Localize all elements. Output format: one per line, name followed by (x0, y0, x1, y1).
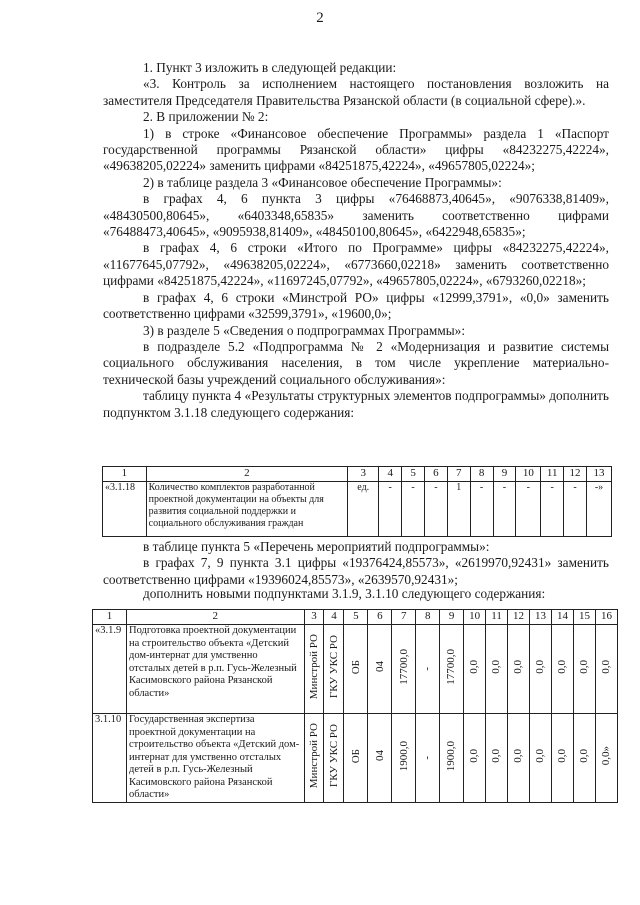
vertical-text: 0,0 (512, 748, 525, 763)
table-cell (530, 714, 552, 803)
vertical-text: Минстрой РО (307, 634, 320, 700)
header-cell: 6 (424, 467, 447, 482)
table-cell: Количество комплектов разработанной проектной документации на объекты для развития социальной поддержки и социального обслуживания граждан (146, 482, 348, 537)
table-cell (508, 625, 530, 714)
table-cell: 1 (447, 482, 470, 537)
vertical-text: Минстрой РО (307, 723, 320, 789)
table-row (93, 625, 618, 714)
table-cell (324, 625, 344, 714)
paragraph: 1) в строке «Финансовое обеспечение Программы» раздела 1 «Паспорт государственной программы Рязанской области» цифры «84232275,42224», «49638205,02224» заменить цифрами «84251875,42224», «49657805,02224»; (103, 125, 609, 174)
table-cell: ед. (348, 482, 379, 537)
header-cell: 7 (447, 467, 470, 482)
table-row (93, 714, 618, 803)
header-cell: 1 (103, 467, 147, 482)
vertical-text: 17700,0 (445, 648, 458, 685)
table-cell: - (470, 482, 493, 537)
table-cell: - (424, 482, 447, 537)
vertical-text: 0,0 (578, 659, 591, 674)
table-cell (595, 625, 617, 714)
vertical-text: 1900,0 (397, 740, 410, 771)
vertical-text: 0,0 (534, 748, 547, 763)
table-cell: -» (586, 482, 611, 537)
vertical-text: 17700,0 (397, 648, 410, 685)
vertical-text: - (421, 756, 434, 760)
header-cell: 7 (392, 610, 416, 625)
header-cell: 9 (440, 610, 464, 625)
table-header-row (103, 467, 612, 482)
header-cell: 10 (464, 610, 486, 625)
table-cell: «3.1.18 (103, 482, 147, 537)
table-cell (392, 625, 416, 714)
header-cell: 14 (552, 610, 574, 625)
vertical-text: ГКУ УКС РО (327, 635, 340, 699)
table-cell (440, 714, 464, 803)
header-cell: 5 (402, 467, 425, 482)
header-cell: 12 (564, 467, 587, 482)
header-cell: 15 (573, 610, 595, 625)
header-cell: 2 (146, 467, 348, 482)
table-cell (324, 714, 344, 803)
table-cell (573, 625, 595, 714)
vertical-text: 0,0 (534, 659, 547, 674)
vertical-text: 0,0 (556, 748, 569, 763)
paragraph: 2) в таблице раздела 3 «Финансовое обеспечение Программы»: (143, 174, 502, 190)
header-cell: 3 (304, 610, 324, 625)
vertical-text: 0,0 (512, 659, 525, 674)
table-cell (304, 714, 324, 803)
vertical-text: 0,0 (490, 748, 503, 763)
paragraph: в графах 4, 6 строки «Итого по Программе» цифры «84232275,42224», «11677645,07792», «49638205,02224», «6773660,02218» заменить соответственно цифрами «84251875,42224», «11697245,07792», «49657805,02224», «6793260,02218»; (103, 240, 609, 289)
table-cell: - (516, 482, 541, 537)
vertical-text: 0,0 (468, 748, 481, 763)
header-cell: 5 (344, 610, 368, 625)
header-cell: 13 (530, 610, 552, 625)
table-cell (552, 625, 574, 714)
paragraph: 3) в разделе 5 «Сведения о подпрограммах Программы»: (143, 322, 466, 338)
table-cell (595, 714, 617, 803)
table-cell (552, 714, 574, 803)
table-cell (464, 625, 486, 714)
table-cell (416, 625, 440, 714)
header-cell: 10 (516, 467, 541, 482)
table-cell (573, 714, 595, 803)
table-cell (416, 714, 440, 803)
table-cell (464, 714, 486, 803)
vertical-text: ОБ (349, 748, 362, 763)
header-cell: 6 (368, 610, 392, 625)
header-cell: 4 (324, 610, 344, 625)
vertical-text: 04 (373, 750, 386, 762)
paragraph: дополнить новыми подпунктами 3.1.9, 3.1.10 следующего содержания: (143, 586, 546, 601)
vertical-text: 04 (373, 661, 386, 673)
vertical-text: 0,0 (490, 659, 503, 674)
text-block-top (103, 60, 609, 421)
table-cell: 3.1.10 (93, 714, 127, 803)
table-cell: - (493, 482, 516, 537)
table-cell: Подготовка проектной документации на строительство объекта «Детский дом-интернат для умственно отсталых детей в р.п. Гусь-Железный Касимовского района Рязанской области» (126, 625, 304, 714)
header-cell: 8 (416, 610, 440, 625)
header-cell: 1 (93, 610, 127, 625)
paragraph: в подразделе 5.2 «Подпрограмма № 2 «Модернизация и развитие системы социального обслуживания населения, в том числе укрепление материально-технической базы учреждений социального обслуживания»: (103, 338, 609, 387)
vertical-text: 0,0» (600, 746, 613, 766)
vertical-text: 0,0 (468, 659, 481, 674)
header-cell: 12 (508, 610, 530, 625)
table-cell: «3.1.9 (93, 625, 127, 714)
vertical-text: 1900,0 (445, 740, 458, 771)
paragraph: в графах 7, 9 пункта 3.1 цифры «19376424,85573», «2619970,92431» заменить соответственно цифрами «19396024,85573», «2639570,92431»; (103, 555, 609, 587)
table-cell: Государственная экспертиза проектной документации на строительство объекта «Детский дом-интернат для умственно отсталых детей в р.п. Гусь-Железный Касимовского района Рязанской области» (126, 714, 304, 803)
paragraph: «3. Контроль за исполнением настоящего постановления возложить на заместителя Председателя Правительства Рязанской области (в социальной сфере).». (103, 76, 609, 108)
page-number: 2 (316, 10, 324, 26)
table-cell (368, 625, 392, 714)
paragraph: в графах 4, 6 строки «Минстрой РО» цифры «12999,3791», «0,0» заменить соответственно цифрами «32599,3791», «19600,0»; (103, 289, 609, 322)
vertical-text: 0,0 (600, 659, 613, 674)
header-cell: 2 (126, 610, 304, 625)
vertical-text: - (421, 667, 434, 671)
paragraph: 1. Пункт 3 изложить в следующей редакции: (143, 60, 397, 75)
header-cell: 11 (541, 467, 564, 482)
table-cell (304, 625, 324, 714)
vertical-text: 0,0 (578, 748, 591, 763)
table-cell (508, 714, 530, 803)
paragraph: таблицу пункта 4 «Результаты структурных элементов подпрограммы» дополнить подпунктом 3.1.18 следующего содержания: (103, 388, 609, 420)
vertical-text: ОБ (349, 659, 362, 674)
table-cell (486, 625, 508, 714)
results-table (102, 466, 612, 537)
header-cell: 16 (595, 610, 617, 625)
header-cell: 8 (470, 467, 493, 482)
table-cell: - (541, 482, 564, 537)
table-header-row (93, 610, 618, 625)
text-block-middle (103, 539, 609, 588)
vertical-text: ГКУ УКС РО (327, 724, 340, 788)
header-cell: 13 (586, 467, 611, 482)
paragraph: в таблице пункта 5 «Перечень мероприятий подпрограммы»: (143, 539, 490, 554)
text-block-lead-in (103, 586, 609, 602)
table-cell (486, 714, 508, 803)
table-cell: - (402, 482, 425, 537)
vertical-text: 0,0 (556, 659, 569, 674)
header-cell: 11 (486, 610, 508, 625)
table-cell (530, 625, 552, 714)
header-cell: 4 (379, 467, 402, 482)
paragraph: в графах 4, 6 пункта 3 цифры «76468873,40645», «9076338,81409», «48430500,80645», «6403348,65835» заменить соответственно цифрами «76488473,40645», «9095938,81409», «48450100,80645», «6422948,65835»; (103, 191, 609, 240)
table-cell (392, 714, 416, 803)
table-cell: - (379, 482, 402, 537)
table-cell (368, 714, 392, 803)
table-cell (440, 625, 464, 714)
table-row (103, 482, 612, 537)
activities-table (92, 609, 618, 803)
header-cell: 9 (493, 467, 516, 482)
table-cell: - (564, 482, 587, 537)
header-cell: 3 (348, 467, 379, 482)
paragraph: 2. В приложении № 2: (143, 109, 269, 125)
table-cell (344, 625, 368, 714)
table-cell (344, 714, 368, 803)
